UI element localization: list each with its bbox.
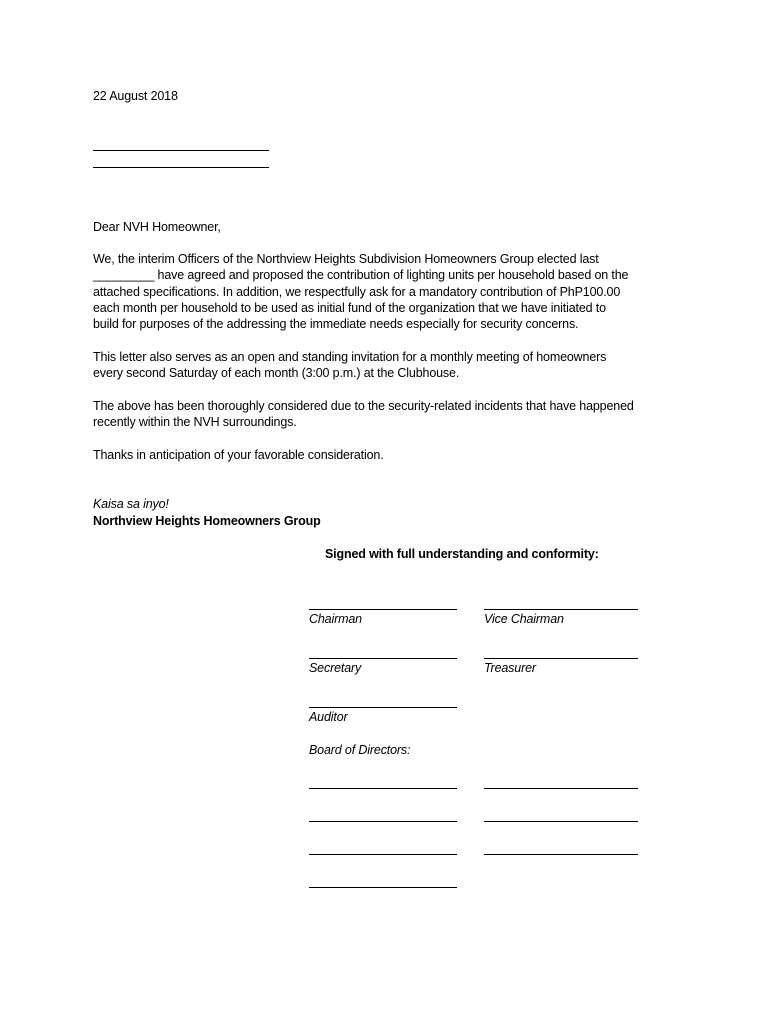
recipient-line-1 xyxy=(93,150,269,151)
director-signature-line xyxy=(484,821,638,822)
closing-phrase: Kaisa sa inyo! xyxy=(93,497,169,511)
director-signature-line xyxy=(309,821,457,822)
secretary-label: Secretary xyxy=(309,661,362,675)
body-paragraph-3 xyxy=(93,398,693,431)
paragraph-line: _________ have agreed and proposed the contribution of lighting units per household based on the xyxy=(93,268,629,283)
vice-chairman-label: Vice Chairman xyxy=(484,612,564,626)
board-of-directors-label: Board of Directors: xyxy=(309,743,411,757)
paragraph-line: attached specifications. In addition, we respectfully ask for a mandatory contribution of PhP100.00 xyxy=(93,284,621,299)
secretary-signature-line xyxy=(309,658,457,659)
paragraph-line: build for purposes of the addressing the immediate needs especially for security concerns. xyxy=(93,317,579,332)
chairman-signature-line xyxy=(309,609,457,610)
director-signature-line xyxy=(309,887,457,888)
chairman-label: Chairman xyxy=(309,612,362,626)
director-signature-line xyxy=(484,854,638,855)
director-signature-line xyxy=(309,854,457,855)
paragraph-line: This letter also serves as an open and standing invitation for a monthly meeting of homeowners xyxy=(93,350,607,364)
signatures-heading: Signed with full understanding and conformity: xyxy=(325,547,599,561)
salutation: Dear NVH Homeowner, xyxy=(93,220,221,234)
paragraph-line: recently within the NVH surroundings. xyxy=(93,415,297,430)
treasurer-signature-line xyxy=(484,658,638,659)
director-signature-line xyxy=(309,788,457,789)
body-paragraph-4: Thanks in anticipation of your favorable consideration. xyxy=(93,448,384,462)
treasurer-label: Treasurer xyxy=(484,661,536,675)
body-paragraph-2 xyxy=(93,349,693,382)
paragraph-line: The above has been thoroughly considered due to the security-related incidents that have happened xyxy=(93,399,634,413)
organization-name: Northview Heights Homeowners Group xyxy=(93,514,321,528)
director-signature-line xyxy=(484,788,638,789)
vice-chairman-signature-line xyxy=(484,609,638,610)
recipient-line-2 xyxy=(93,167,269,168)
body-paragraph-1 xyxy=(93,251,693,332)
paragraph-line: every second Saturday of each month (3:00 p.m.) at the Clubhouse. xyxy=(93,366,460,381)
auditor-label: Auditor xyxy=(309,710,348,724)
letter-date: 22 August 2018 xyxy=(93,89,178,103)
paragraph-line: each month per household to be used as initial fund of the organization that we have initiated to xyxy=(93,300,606,315)
auditor-signature-line xyxy=(309,707,457,708)
paragraph-line: We, the interim Officers of the Northview Heights Subdivision Homeowners Group elected last xyxy=(93,252,599,266)
